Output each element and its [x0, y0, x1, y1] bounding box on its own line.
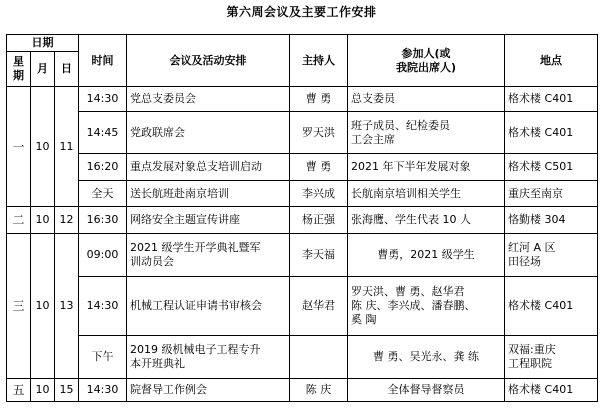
time-cell: 下午 [79, 336, 127, 379]
weekday-cell: 五 [7, 379, 31, 402]
location-cell: 恪勤楼 304 [505, 207, 598, 234]
time-cell: 14:30 [79, 277, 127, 336]
host-cell: 杨正强 [290, 207, 348, 234]
table-row [7, 207, 598, 234]
weekday-cell: 二 [7, 207, 31, 234]
host-cell: 曹 勇 [290, 154, 348, 181]
time-cell: 16:20 [79, 154, 127, 181]
event-cell: 送长航班赴南京培训 [127, 181, 290, 207]
event-cell: 党总支委员会 [127, 87, 290, 112]
table-row [7, 112, 598, 154]
time-cell: 09:00 [79, 234, 127, 277]
table-row [7, 277, 598, 336]
page-title: 第六周会议及主要工作安排 [226, 5, 377, 19]
location-cell: 红河 A 区 田径场 [505, 234, 598, 277]
time-cell: 14:30 [79, 87, 127, 112]
host-cell: 罗天洪 [290, 112, 348, 154]
location-cell: 格术楼 C401 [505, 112, 598, 154]
header-participants: 参加人(或 我院出席人) [348, 35, 505, 87]
day-cell: 13 [55, 234, 79, 379]
time-cell: 14:30 [79, 379, 127, 402]
host-cell [290, 336, 348, 379]
location-cell: 格术楼 C501 [505, 154, 598, 181]
participants-cell: 班子成员、纪检委员 工会主席 [348, 112, 505, 154]
schedule-table [6, 34, 598, 402]
host-cell: 陈 庆 [290, 379, 348, 402]
participants-cell: 总支委员 [348, 87, 505, 112]
event-cell: 2021 级学生开学典礼暨军 训动员会 [127, 234, 290, 277]
table-row [7, 181, 598, 207]
header-host: 主持人 [290, 35, 348, 87]
event-cell: 院督导工作例会 [127, 379, 290, 402]
participants-cell: 全体督导督察员 [348, 379, 505, 402]
time-cell: 全天 [79, 181, 127, 207]
host-cell: 曹 勇 [290, 87, 348, 112]
header-day: 日 [55, 52, 79, 87]
header-time: 时间 [79, 35, 127, 87]
table-row [7, 87, 598, 112]
header-month: 月 [31, 52, 55, 87]
day-cell: 11 [55, 87, 79, 207]
weekday-cell: 一 [7, 87, 31, 207]
month-cell: 10 [31, 87, 55, 207]
month-cell: 10 [31, 207, 55, 234]
weekday-cell: 三 [7, 234, 31, 379]
month-cell: 10 [31, 234, 55, 379]
participants-cell: 曹 勇、吴光永、龚 练 [348, 336, 505, 379]
participants-cell: 张海鹰、学生代表 10 人 [348, 207, 505, 234]
table-row [7, 336, 598, 379]
event-cell: 重点发展对象总支培训启动 [127, 154, 290, 181]
participants-cell: 长航南京培训相关学生 [348, 181, 505, 207]
participants-cell: 曹勇，2021 级学生 [348, 234, 505, 277]
host-cell: 李天福 [290, 234, 348, 277]
participants-cell: 罗天洪、曹 勇、赵华君 陈 庆、李兴成、潘春鹏、 奚 陶 [348, 277, 505, 336]
time-cell: 16:30 [79, 207, 127, 234]
location-cell: 格术楼 C401 [505, 87, 598, 112]
location-cell: 双福:重庆 工程职院 [505, 336, 598, 379]
month-cell: 10 [31, 379, 55, 402]
time-cell: 14:45 [79, 112, 127, 154]
location-cell: 格术楼 C401 [505, 277, 598, 336]
header-location: 地点 [505, 35, 598, 87]
header-date: 日期 [7, 35, 79, 52]
participants-cell: 2021 年下半年发展对象 [348, 154, 505, 181]
event-cell: 机械工程认证申请书审核会 [127, 277, 290, 336]
event-cell: 党政联席会 [127, 112, 290, 154]
event-cell: 网络安全主题宣传讲座 [127, 207, 290, 234]
event-cell: 2019 级机械电子工程专升 本开班典礼 [127, 336, 290, 379]
table-row [7, 234, 598, 277]
table-row [7, 379, 598, 402]
location-cell: 重庆至南京 [505, 181, 598, 207]
header-weekday: 星 期 [7, 52, 31, 87]
host-cell: 李兴成 [290, 181, 348, 207]
table-row [7, 154, 598, 181]
header-event: 会议及活动安排 [127, 35, 290, 87]
host-cell: 赵华君 [290, 277, 348, 336]
location-cell: 格术楼 C401 [505, 379, 598, 402]
day-cell: 12 [55, 207, 79, 234]
day-cell: 15 [55, 379, 79, 402]
